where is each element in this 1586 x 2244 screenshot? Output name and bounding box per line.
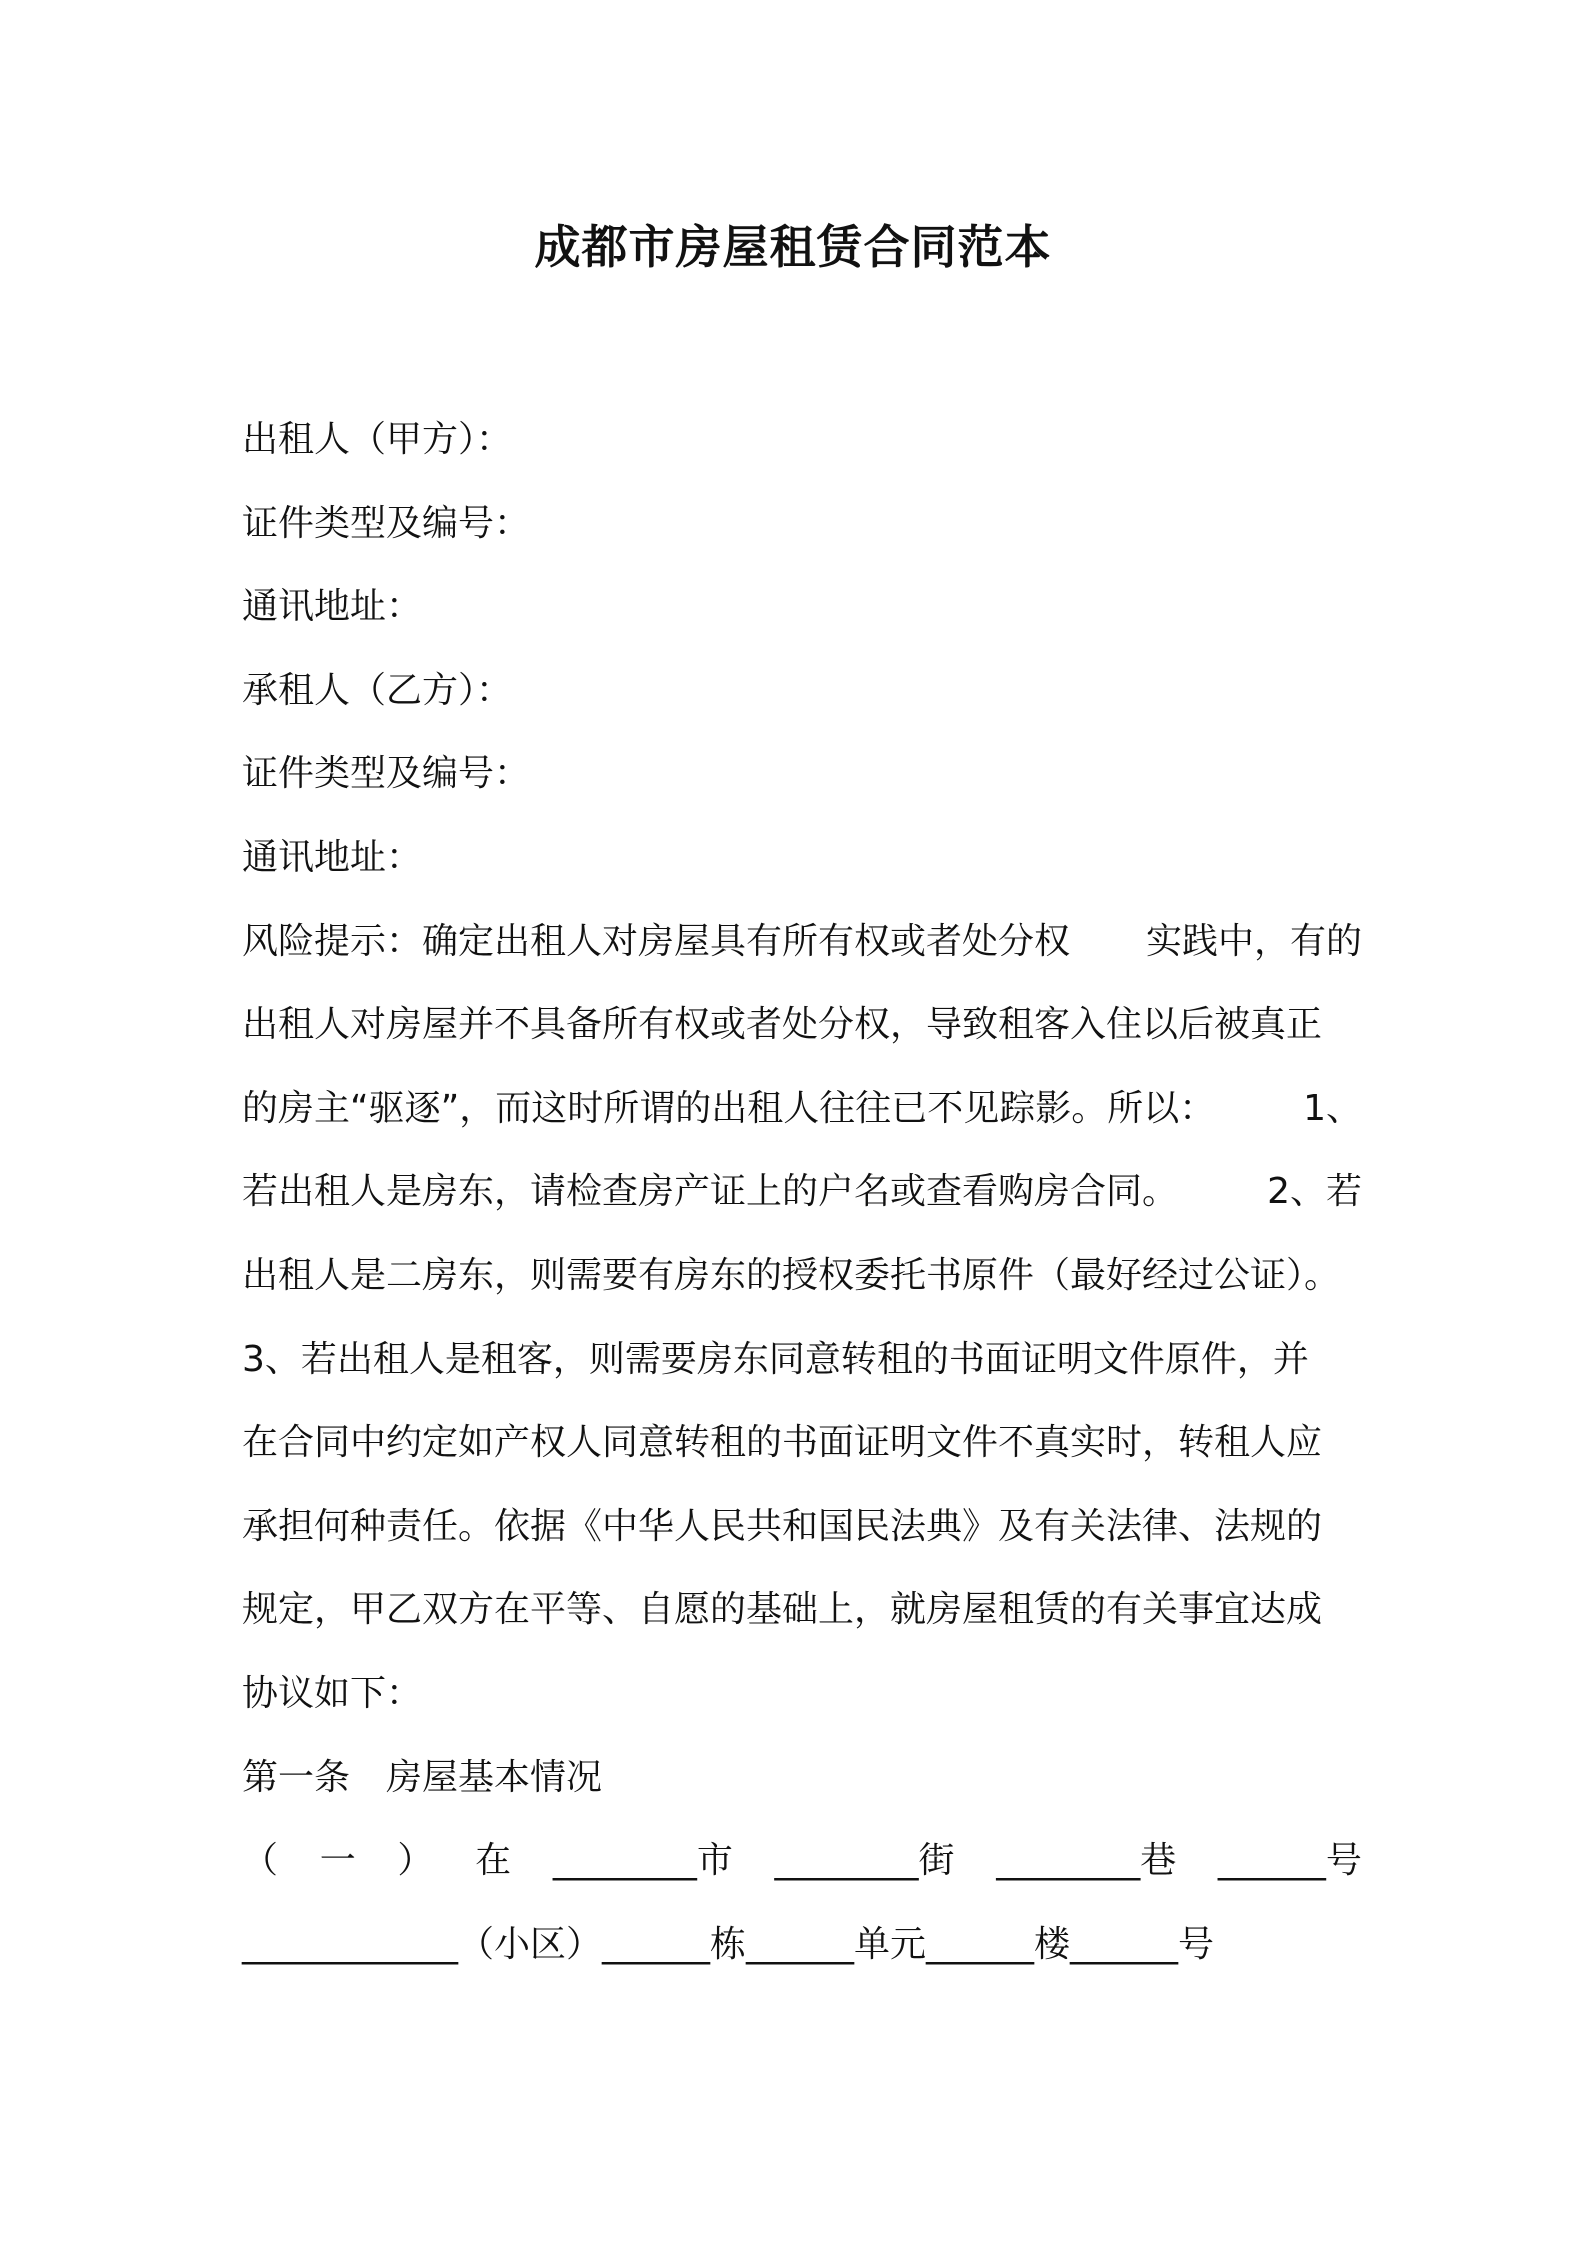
risk-line-3 (242, 1067, 1362, 1151)
address-blank: ________市 (552, 1840, 733, 1882)
lessor-id-label: 证件类型及编号： (242, 502, 531, 544)
risk-line-6: 3、若出租人是租客，则需要房东同意转租的书面证明文件原件，并 (242, 1338, 1309, 1380)
risk-text: 若出租人是房东，请检查房产证上的户名或查看购房合同。 (242, 1171, 1179, 1213)
risk-line-5: 出租人是二房东，则需要有房东的授权委托书原件（最好经过公证）。 (242, 1254, 1341, 1296)
document-body (242, 398, 1362, 1986)
lessee-id-label: 证件类型及编号： (242, 753, 531, 795)
risk-text: 1、 (1303, 1087, 1362, 1129)
risk-line-2: 出租人对房屋并不具备所有权或者处分权，导致租客入住以后被真正 (242, 1004, 1323, 1046)
risk-line-10: 协议如下： (242, 1672, 423, 1714)
risk-line-4 (242, 1150, 1362, 1234)
risk-line-1 (242, 900, 1362, 984)
risk-line-8: 承担何种责任。依据《中华人民共和国民法典》及有关法律、法规的 (242, 1505, 1323, 1547)
document-title: 成都市房屋租赁合同范本 (534, 220, 1052, 274)
address-blank: ________巷 (996, 1840, 1177, 1882)
address-text: 在 (475, 1840, 512, 1882)
risk-text: 的房主“驱逐”，而这时所谓的出租人往往已不见踪影。所以： (242, 1087, 1216, 1129)
article-1-address-row-2: ____________（小区）______栋______单元______楼______号 (242, 1923, 1215, 1965)
lessor-label: 出租人（甲方）： (242, 419, 513, 460)
risk-line-9: 规定，甲乙双方在平等、自愿的基础上，就房屋租赁的有关事宜达成 (242, 1589, 1323, 1631)
lessee-address-label: 通讯地址： (242, 836, 423, 878)
address-blank: ______号 (1217, 1840, 1362, 1882)
lessor-address-label: 通讯地址： (242, 586, 423, 628)
address-text: 一 (319, 1840, 356, 1882)
address-blank: ________街 (774, 1840, 955, 1882)
article-1-address-row-1 (242, 1819, 1362, 1903)
address-text: （ (242, 1840, 279, 1882)
lessee-label: 承租人（乙方）： (242, 669, 513, 711)
risk-text: 2、若 (1267, 1171, 1362, 1213)
risk-text: 实践中，有的 (1145, 920, 1362, 962)
risk-text: 风险提示：确定出租人对房屋具有所有权或者处分权 (242, 920, 1071, 962)
risk-line-7: 在合同中约定如产权人同意转租的书面证明文件不真实时，转租人应 (242, 1422, 1323, 1464)
address-text: ） (397, 1840, 434, 1882)
article-1-heading: 第一条 房屋基本情况 (242, 1756, 603, 1798)
